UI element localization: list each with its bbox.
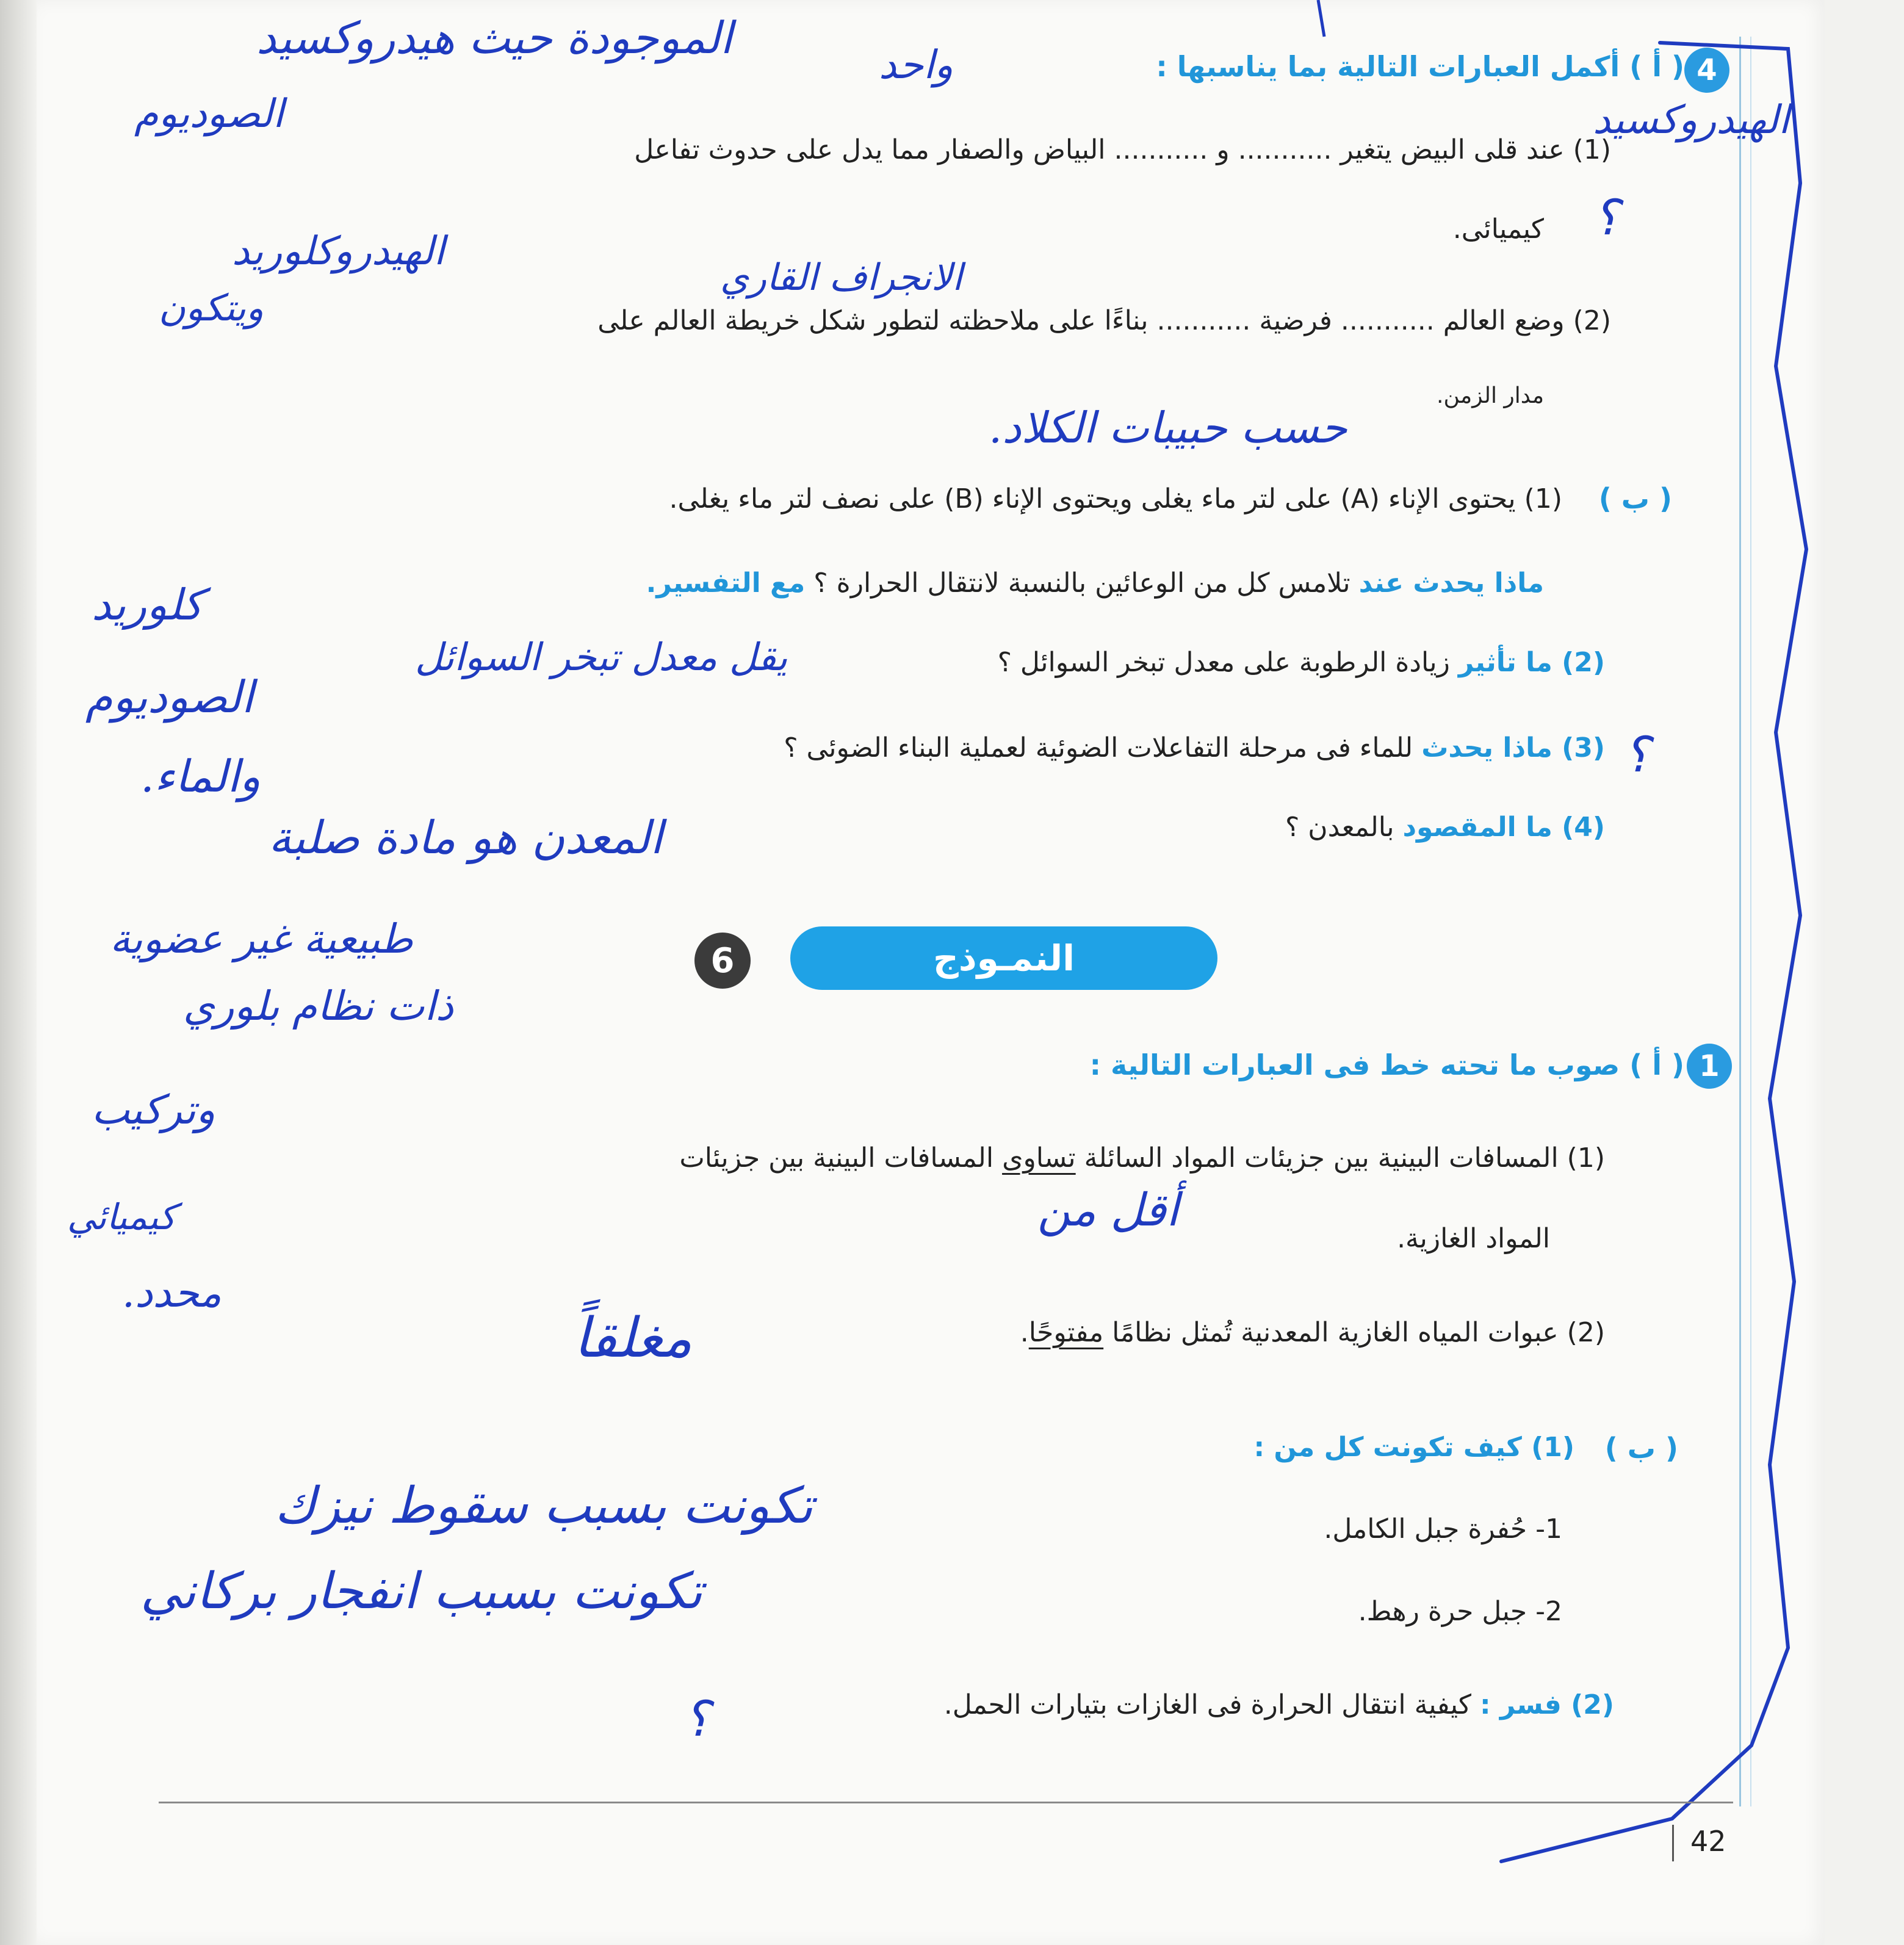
handwriting-note: تكونت بسبب سقوط نيزك	[275, 1477, 813, 1535]
handwriting-note: محدد.	[122, 1269, 222, 1316]
section1-a-title: ( أ ) صوب ما تحته خط فى العبارات التالية :	[1089, 1048, 1684, 1081]
section4-a1-text-cont: كيميائى.	[1452, 214, 1544, 245]
section1-a1-before: (1) المسافات البينية بين جزيئات المواد السائلة	[1084, 1142, 1605, 1174]
section1-b1-title: (1) كيف تكونت كل من :	[1253, 1432, 1574, 1463]
section4-b1-q-suffix: مع التفسير.	[646, 568, 806, 599]
handwriting-note: وتركيب	[92, 1086, 215, 1133]
question-number-badge-1: 1	[1687, 1044, 1732, 1089]
handwriting-note: ذات نظام بلوري	[183, 983, 454, 1030]
handwriting-note: المعدن هو مادة صلبة	[269, 812, 663, 864]
handwriting-note: تكونت بسبب انفجار بركاني	[140, 1562, 703, 1620]
section4-a1-text: (1) عند قلى البيض يتغير ........... و ........... البياض والصفار مما يدل على حدوث تفاعل	[634, 134, 1611, 165]
section4-b1-q-mid: تلامس كل من الوعائين بالنسبة لانتقال الحرارة ؟	[813, 568, 1350, 599]
handwriting-note: والماء.	[140, 751, 261, 802]
section4-b2-prefix: (2) ما تأثير	[1458, 647, 1605, 678]
page-number: 42	[1690, 1825, 1726, 1858]
question-mark-note: ؟	[1593, 189, 1619, 246]
section1-b-label: ( ب )	[1604, 1432, 1678, 1465]
handwriting-note: الموجودة حيث هيدروكسيد	[256, 12, 733, 63]
footer-tick	[1672, 1825, 1674, 1861]
question-number-badge: 4	[1684, 48, 1729, 93]
handwriting-note: الصوديوم	[134, 92, 284, 137]
handwriting-note: الهيدروكلوريد	[232, 229, 445, 274]
section1-a1-underlined: تساوى	[1002, 1142, 1076, 1174]
section1-a2-before: (2) عبوات المياه الغازية المعدنية تُمثل نظامًا	[1112, 1317, 1605, 1348]
section1-b1-item1: 1- حُفرة جبل الكامل.	[1324, 1514, 1562, 1545]
footer-rule	[159, 1802, 1733, 1803]
handwriting-note: يقل معدل تبخر السوائل	[415, 635, 788, 679]
question-mark-note: ؟	[683, 1691, 710, 1747]
section4-b4-text: بالمعدن ؟	[1285, 812, 1394, 843]
section1-a1-cont: المواد الغازية.	[1397, 1223, 1550, 1254]
section4-a2-text-cont: مدار الزمن.	[1437, 383, 1544, 408]
handwriting-note: واحد	[879, 43, 953, 88]
handwriting-note: مغلقاً	[574, 1306, 693, 1370]
handwriting-note: أقل من	[1037, 1184, 1179, 1236]
section1-a2-end: .	[1020, 1317, 1029, 1348]
section1-b2-prefix: (2) فسر :	[1479, 1689, 1614, 1720]
handwriting-note: كيميائي	[67, 1196, 176, 1238]
handwriting-note: كلوريد	[92, 580, 203, 630]
handwriting-note: الانجراف القاري	[720, 256, 962, 299]
section4-b3-prefix: (3) ماذا يحدث	[1421, 732, 1605, 763]
section4-b1-text: (1) يحتوى الإناء (A) على لتر ماء يغلى ويحتوى الإناء (B) على نصف لتر ماء يغلى.	[669, 483, 1562, 514]
handwriting-note: الصوديوم	[85, 671, 254, 723]
handwriting-note: طبيعية غير عضوية	[110, 915, 413, 962]
section1-a1-after: المسافات البينية بين جزيئات	[679, 1142, 994, 1174]
model-number-badge: 6	[694, 933, 751, 989]
section1-a2-underlined: مفتوحًا	[1028, 1317, 1104, 1348]
section4-b1-q-prefix: ماذا يحدث عند	[1358, 568, 1544, 599]
section4-b2-text: زيادة الرطوبة على معدل تبخر السوائل ؟	[997, 647, 1450, 678]
handwriting-note: الهيدروكسيد	[1593, 98, 1789, 143]
section4-b3-text: للماء فى مرحلة التفاعلات الضوئية لعملية البناء الضوئى ؟	[784, 732, 1413, 763]
handwriting-note: ويتكون	[159, 287, 264, 330]
section1-b1-item2: 2- جبل حرة رهط.	[1358, 1596, 1562, 1627]
section4-b-label: ( ب )	[1598, 482, 1672, 515]
question-mark-note: ؟	[1623, 726, 1650, 783]
section4-a2-text: (2) وضع العالم ........... فرضية ........... بناءًا على ملاحظته لتطور شكل خريطة العالم على	[597, 305, 1611, 336]
section4-b4-prefix: (4) ما المقصود	[1402, 812, 1605, 843]
section1-b2-text: كيفية انتقال الحرارة فى الغازات بتيارات الحمل.	[943, 1689, 1471, 1720]
model-banner: النمـوذج	[790, 926, 1217, 990]
handwriting-note: حسب حبيبات الكلاد.	[989, 403, 1347, 453]
section4-a-title: ( أ ) أكمل العبارات التالية بما يناسبها :	[1156, 50, 1684, 83]
